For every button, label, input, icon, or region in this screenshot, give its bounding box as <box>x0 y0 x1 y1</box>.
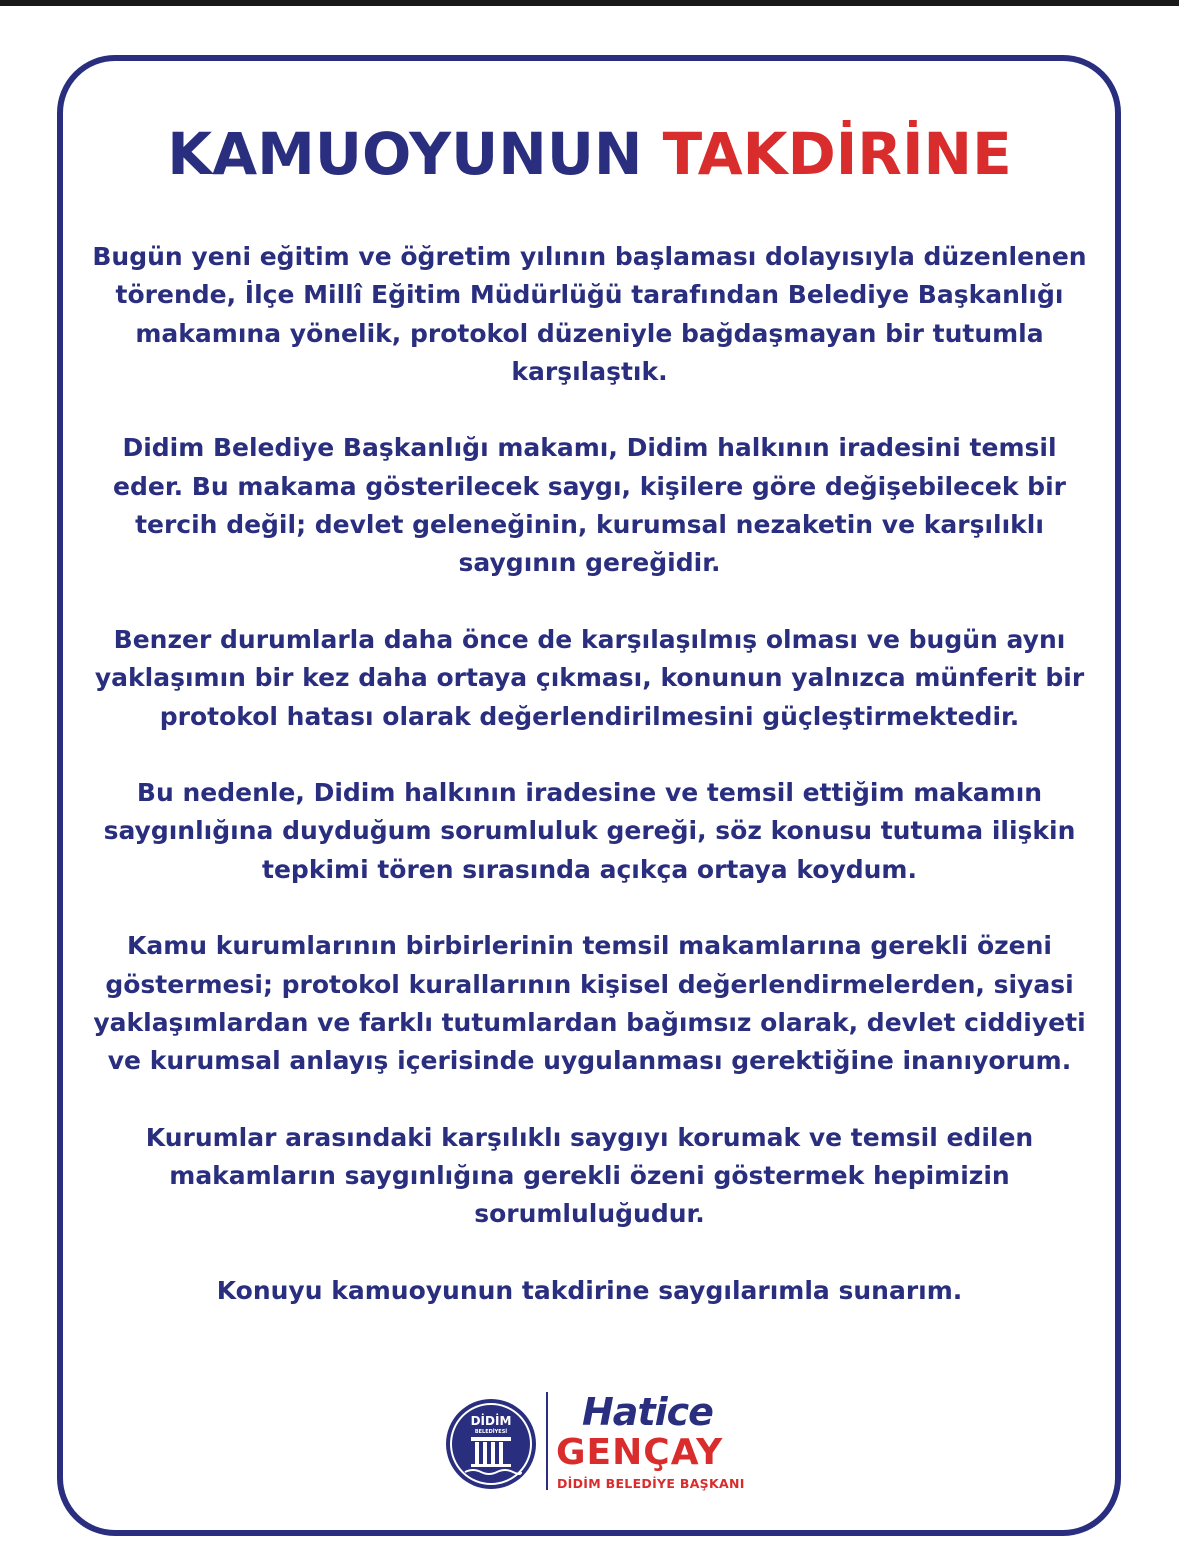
title-part-navy: KAMUOYUNUN <box>167 120 643 188</box>
seal-text-top: DİDİM <box>470 1414 512 1428</box>
signature-divider <box>546 1392 548 1490</box>
signature-role: DİDİM BELEDİYE BAŞKANI <box>557 1476 745 1491</box>
signature-first-name: Hatice <box>582 1390 713 1434</box>
municipality-seal-icon <box>445 1398 537 1490</box>
signature-last-name: GENÇAY <box>556 1432 724 1473</box>
paragraph-7: Konuyu kamuoyunun takdirine saygılarımla sunarım. <box>216 1276 963 1306</box>
title-part-red: TAKDİRİNE <box>662 120 1012 188</box>
paragraph-2: Didim Belediye Başkanlığı makamı, Didim halkının iradesini temsil eder. Bu makama gösterilecek saygı, kişilere göre değişebilecek bir tercih değil; devlet geleneğinin, kurumsal nezaketin ve karşılıklı saygının gereğidir. <box>113 433 1066 578</box>
paragraph-1: Bugün yeni eğitim ve öğretim yılının başlaması dolayısıyla düzenlenen törende, İlçe Millî Eğitim Müdürlüğü tarafından Belediye Başkanlığı makamına yönelik, protokol düzeniyle bağdaşmayan bir tutumla karşılaştık. <box>92 242 1087 386</box>
page-title <box>0 120 1179 188</box>
paragraph-4: Bu nedenle, Didim halkının iradesine ve temsil ettiğim makamın saygınlığına duyduğum sorumluluk gereği, söz konusu tutuma ilişkin tepkimi tören sırasında açıkça ortaya koydum. <box>103 778 1076 884</box>
announcement-body <box>86 238 1093 1349</box>
seal-text-bottom: BELEDİYESİ <box>474 1429 508 1435</box>
paragraph-3: Benzer durumlarla daha önce de karşılaşılmış olması ve bugün aynı yaklaşımın bir kez daha ortaya çıkması, konunun yalnızca münferit bir protokol hatası olarak değerlendirilmesini güçleştirmektedir. <box>94 624 1085 731</box>
paragraph-5: Kamu kurumlarının birbirlerinin temsil makamlarına gerekli özeni göstermesi; protokol kurallarının kişisel değerlendirmelerden, siyasi yaklaşımlardan ve farklı tutumlardan bağımsız olarak, devlet ciddiyeti ve kurumsal anlayış içerisinde uygulanması gerektiğine inanıyorum. <box>93 931 1086 1076</box>
paragraph-6: Kurumlar arasındaki karşılıklı saygıyı korumak ve temsil edilen makamların saygınlığına gerekli özeni göstermek hepimizin sorumluluğudur. <box>145 1122 1034 1229</box>
signature-block <box>0 1390 1179 1500</box>
top-edge-bar <box>0 0 1179 6</box>
